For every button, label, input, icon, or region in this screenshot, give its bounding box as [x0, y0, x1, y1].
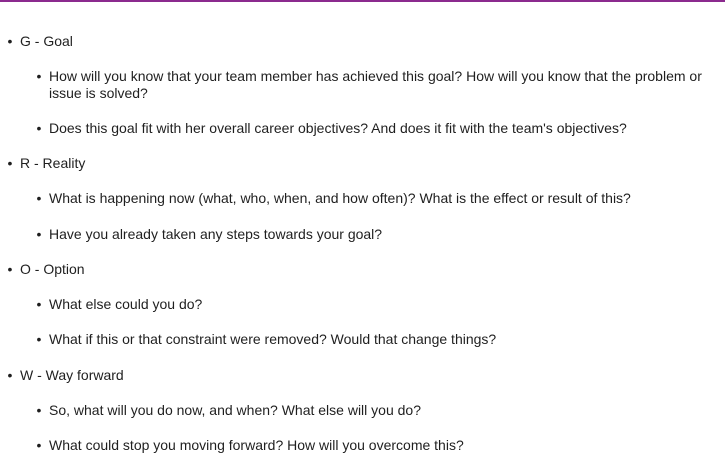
list-item-reality: [7, 155, 86, 172]
bullet-icon: •: [7, 367, 13, 383]
list-item: [36, 120, 715, 137]
bullet-icon: •: [36, 437, 42, 453]
bullet-icon: •: [36, 120, 42, 136]
list-item-way-forward: [7, 367, 124, 384]
list-item: [36, 402, 715, 419]
list-item: [36, 68, 715, 102]
list-item-text: What if this or that constraint were removed? Would that change things?: [49, 331, 497, 347]
list-item-goal: [7, 33, 73, 50]
bullet-icon: •: [7, 155, 13, 171]
section-heading: O - Option: [20, 261, 85, 277]
section-heading: G - Goal: [20, 33, 73, 49]
bullet-icon: •: [36, 296, 42, 312]
list-item-text: What else could you do?: [49, 296, 203, 312]
section-heading: R - Reality: [20, 155, 86, 171]
bullet-icon: •: [7, 33, 13, 49]
list-item-option: [7, 261, 85, 278]
list-item: [36, 296, 715, 313]
list-item-text: How will you know that your team member has achieved this goal? How will you know that the problem or issue is solved?: [49, 68, 702, 101]
list-item: [36, 190, 715, 207]
bullet-icon: •: [7, 261, 13, 277]
bullet-icon: •: [36, 190, 42, 206]
bullet-icon: •: [36, 68, 42, 84]
list-item-text: What could stop you moving forward? How will you overcome this?: [49, 437, 464, 453]
bullet-icon: •: [36, 402, 42, 418]
section-heading: W - Way forward: [20, 367, 124, 383]
list-item-text: Have you already taken any steps towards your goal?: [49, 226, 383, 242]
list-item: [36, 331, 715, 348]
bullet-icon: •: [36, 226, 42, 242]
list-item-text: What is happening now (what, who, when, and how often)? What is the effect or result of this?: [49, 190, 631, 206]
list-item-text: Does this goal fit with her overall career objectives? And does it fit with the team's objectives?: [49, 120, 627, 136]
list-item: [36, 226, 715, 243]
list-item: [36, 437, 715, 454]
list-item-text: So, what will you do now, and when? What else will you do?: [49, 402, 421, 418]
bullet-icon: •: [36, 331, 42, 347]
